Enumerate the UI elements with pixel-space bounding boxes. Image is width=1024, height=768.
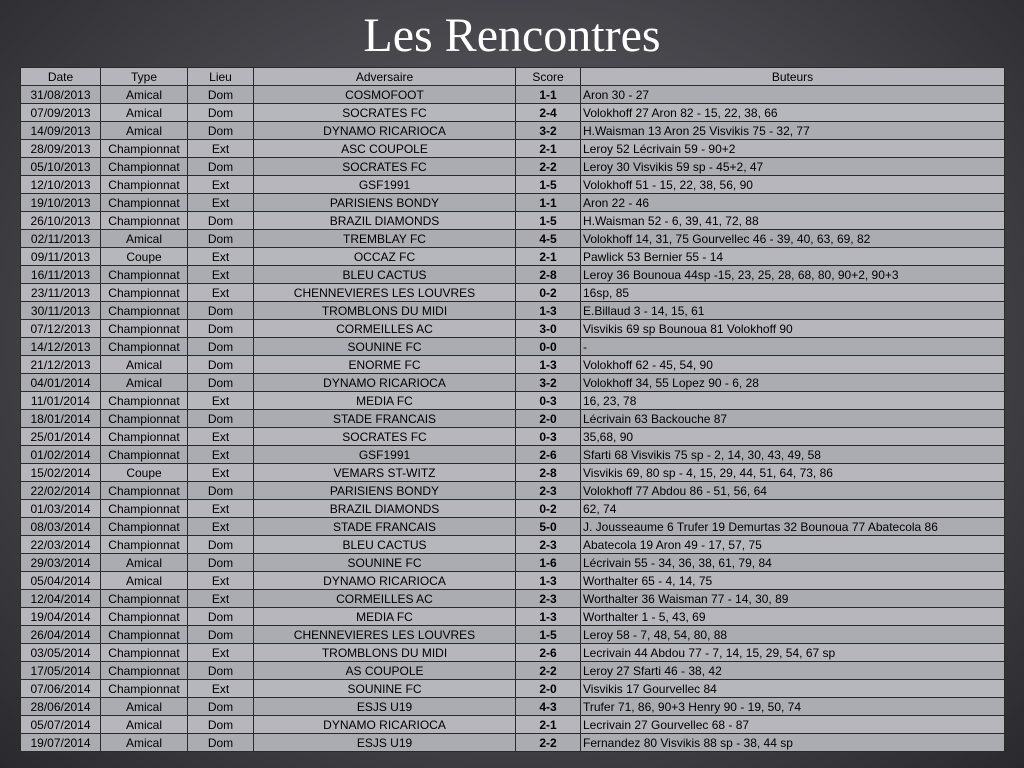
cell-lieu: Ext [188,680,254,698]
cell-type: Amical [101,554,188,572]
cell-adversaire: AS COUPOLE [254,662,516,680]
cell-type: Amical [101,716,188,734]
cell-adversaire: CORMEILLES AC [254,590,516,608]
cell-lieu: Dom [188,536,254,554]
cell-adversaire: GSF1991 [254,176,516,194]
cell-lieu: Ext [188,140,254,158]
cell-adversaire: OCCAZ FC [254,248,516,266]
cell-buteurs: Worthalter 65 - 4, 14, 75 [581,572,1005,590]
cell-date: 12/04/2014 [21,590,101,608]
table-row [21,194,1005,212]
cell-type: Amical [101,356,188,374]
cell-score: 2-8 [516,464,581,482]
cell-date: 15/02/2014 [21,464,101,482]
cell-score: 1-3 [516,608,581,626]
cell-lieu: Ext [188,644,254,662]
cell-type: Championnat [101,284,188,302]
table-row [21,662,1005,680]
cell-score: 1-3 [516,302,581,320]
cell-type: Championnat [101,338,188,356]
cell-adversaire: BRAZIL DIAMONDS [254,212,516,230]
cell-date: 22/02/2014 [21,482,101,500]
cell-lieu: Dom [188,698,254,716]
cell-type: Championnat [101,158,188,176]
cell-lieu: Ext [188,428,254,446]
cell-date: 21/12/2013 [21,356,101,374]
cell-score: 2-6 [516,644,581,662]
cell-score: 0-2 [516,500,581,518]
column-header-buteurs: Buteurs [581,68,1005,86]
cell-lieu: Dom [188,716,254,734]
table-row [21,122,1005,140]
table-row [21,140,1005,158]
cell-lieu: Ext [188,518,254,536]
cell-adversaire: GSF1991 [254,446,516,464]
cell-lieu: Dom [188,734,254,752]
cell-score: 2-2 [516,158,581,176]
cell-type: Championnat [101,500,188,518]
cell-date: 19/07/2014 [21,734,101,752]
cell-buteurs: Volokhoff 14, 31, 75 Gourvellec 46 - 39, 40, 63, 69, 82 [581,230,1005,248]
cell-lieu: Ext [188,284,254,302]
table-row [21,428,1005,446]
table-row [21,590,1005,608]
table-row [21,320,1005,338]
cell-type: Championnat [101,536,188,554]
cell-date: 16/11/2013 [21,266,101,284]
table-row [21,608,1005,626]
cell-type: Championnat [101,176,188,194]
table-row [21,266,1005,284]
cell-adversaire: SOCRATES FC [254,428,516,446]
cell-date: 08/03/2014 [21,518,101,536]
cell-type: Amical [101,230,188,248]
cell-type: Championnat [101,428,188,446]
table-row [21,734,1005,752]
cell-date: 23/11/2013 [21,284,101,302]
cell-date: 01/02/2014 [21,446,101,464]
cell-type: Championnat [101,590,188,608]
cell-date: 28/06/2014 [21,698,101,716]
cell-lieu: Ext [188,248,254,266]
cell-adversaire: ASC COUPOLE [254,140,516,158]
cell-lieu: Ext [188,500,254,518]
cell-adversaire: TROMBLONS DU MIDI [254,302,516,320]
cell-date: 31/08/2013 [21,86,101,104]
table-row [21,572,1005,590]
cell-adversaire: PARISIENS BONDY [254,482,516,500]
cell-date: 07/09/2013 [21,104,101,122]
cell-lieu: Ext [188,266,254,284]
cell-date: 26/04/2014 [21,626,101,644]
cell-type: Championnat [101,644,188,662]
cell-lieu: Dom [188,104,254,122]
cell-adversaire: SOCRATES FC [254,104,516,122]
cell-date: 07/12/2013 [21,320,101,338]
cell-date: 22/03/2014 [21,536,101,554]
cell-type: Coupe [101,248,188,266]
table-row [21,212,1005,230]
table-row [21,410,1005,428]
cell-buteurs: Pawlick 53 Bernier 55 - 14 [581,248,1005,266]
matches-table [20,67,1005,752]
cell-date: 25/01/2014 [21,428,101,446]
cell-lieu: Dom [188,482,254,500]
cell-buteurs: 16, 23, 78 [581,392,1005,410]
cell-adversaire: ENORME FC [254,356,516,374]
cell-buteurs: Volokhoff 77 Abdou 86 - 51, 56, 64 [581,482,1005,500]
cell-buteurs: Worthalter 1 - 5, 43, 69 [581,608,1005,626]
cell-score: 4-3 [516,698,581,716]
cell-adversaire: TROMBLONS DU MIDI [254,644,516,662]
table-row [21,644,1005,662]
cell-adversaire: COSMOFOOT [254,86,516,104]
cell-adversaire: SOUNINE FC [254,680,516,698]
cell-date: 30/11/2013 [21,302,101,320]
cell-type: Championnat [101,482,188,500]
table-row [21,500,1005,518]
table-row [21,716,1005,734]
cell-buteurs: Abatecola 19 Aron 49 - 17, 57, 75 [581,536,1005,554]
cell-score: 2-2 [516,662,581,680]
page-title: Les Rencontres [363,9,661,62]
cell-score: 2-8 [516,266,581,284]
cell-date: 03/05/2014 [21,644,101,662]
cell-buteurs: Volokhoff 34, 55 Lopez 90 - 6, 28 [581,374,1005,392]
cell-lieu: Ext [188,572,254,590]
cell-buteurs: Lecrivain 44 Abdou 77 - 7, 14, 15, 29, 54, 67 sp [581,644,1005,662]
cell-adversaire: SOUNINE FC [254,338,516,356]
cell-buteurs: Leroy 52 Lécrivain 59 - 90+2 [581,140,1005,158]
cell-adversaire: MEDIA FC [254,392,516,410]
table-row [21,482,1005,500]
cell-date: 09/11/2013 [21,248,101,266]
cell-date: 19/04/2014 [21,608,101,626]
cell-buteurs: Sfarti 68 Visvikis 75 sp - 2, 14, 30, 43, 49, 58 [581,446,1005,464]
cell-buteurs: Volokhoff 51 - 15, 22, 38, 56, 90 [581,176,1005,194]
table-row [21,626,1005,644]
cell-score: 2-3 [516,536,581,554]
cell-lieu: Ext [188,590,254,608]
cell-score: 3-2 [516,122,581,140]
cell-score: 2-3 [516,482,581,500]
cell-score: 0-3 [516,392,581,410]
cell-lieu: Dom [188,320,254,338]
table-row [21,302,1005,320]
cell-score: 2-1 [516,140,581,158]
cell-buteurs: Worthalter 36 Waisman 77 - 14, 30, 89 [581,590,1005,608]
cell-lieu: Ext [188,392,254,410]
cell-date: 12/10/2013 [21,176,101,194]
table-row [21,464,1005,482]
cell-buteurs: E.Billaud 3 - 14, 15, 61 [581,302,1005,320]
cell-date: 14/12/2013 [21,338,101,356]
cell-date: 17/05/2014 [21,662,101,680]
cell-adversaire: CHENNEVIERES LES LOUVRES [254,626,516,644]
cell-type: Championnat [101,212,188,230]
cell-type: Championnat [101,680,188,698]
cell-lieu: Dom [188,338,254,356]
cell-lieu: Dom [188,374,254,392]
cell-lieu: Dom [188,212,254,230]
cell-score: 1-5 [516,212,581,230]
cell-lieu: Dom [188,302,254,320]
cell-lieu: Dom [188,356,254,374]
cell-lieu: Dom [188,86,254,104]
cell-type: Championnat [101,410,188,428]
cell-lieu: Ext [188,176,254,194]
table-row [21,230,1005,248]
cell-score: 2-4 [516,104,581,122]
cell-score: 1-3 [516,356,581,374]
cell-score: 1-5 [516,176,581,194]
cell-buteurs: H.Waisman 52 - 6, 39, 41, 72, 88 [581,212,1005,230]
cell-type: Amical [101,104,188,122]
cell-date: 29/03/2014 [21,554,101,572]
cell-score: 2-6 [516,446,581,464]
cell-buteurs: Leroy 30 Visvikis 59 sp - 45+2, 47 [581,158,1005,176]
cell-buteurs: Aron 22 - 46 [581,194,1005,212]
cell-adversaire: MEDIA FC [254,608,516,626]
cell-score: 3-0 [516,320,581,338]
cell-lieu: Dom [188,626,254,644]
table-row [21,518,1005,536]
table-header-row [21,68,1005,86]
cell-date: 07/06/2014 [21,680,101,698]
cell-date: 14/09/2013 [21,122,101,140]
cell-buteurs: Trufer 71, 86, 90+3 Henry 90 - 19, 50, 74 [581,698,1005,716]
column-header-adversaire: Adversaire [254,68,516,86]
table-row [21,356,1005,374]
cell-buteurs: Leroy 36 Bounoua 44sp -15, 23, 25, 28, 68, 80, 90+2, 90+3 [581,266,1005,284]
cell-score: 2-0 [516,680,581,698]
cell-adversaire: SOUNINE FC [254,554,516,572]
cell-score: 4-5 [516,230,581,248]
cell-score: 2-1 [516,248,581,266]
cell-buteurs: Aron 30 - 27 [581,86,1005,104]
cell-score: 0-2 [516,284,581,302]
cell-type: Coupe [101,464,188,482]
cell-date: 19/10/2013 [21,194,101,212]
cell-adversaire: PARISIENS BONDY [254,194,516,212]
table-row [21,158,1005,176]
cell-date: 11/01/2014 [21,392,101,410]
cell-date: 05/04/2014 [21,572,101,590]
cell-type: Amical [101,698,188,716]
cell-buteurs: Fernandez 80 Visvikis 88 sp - 38, 44 sp [581,734,1005,752]
cell-buteurs: Leroy 27 Sfarti 46 - 38, 42 [581,662,1005,680]
cell-date: 02/11/2013 [21,230,101,248]
cell-score: 1-5 [516,626,581,644]
cell-adversaire: ESJS U19 [254,698,516,716]
cell-lieu: Dom [188,410,254,428]
cell-date: 01/03/2014 [21,500,101,518]
cell-buteurs: H.Waisman 13 Aron 25 Visvikis 75 - 32, 77 [581,122,1005,140]
cell-lieu: Dom [188,230,254,248]
cell-adversaire: CORMEILLES AC [254,320,516,338]
cell-adversaire: BLEU CACTUS [254,266,516,284]
cell-type: Championnat [101,662,188,680]
cell-score: 1-6 [516,554,581,572]
column-header-score: Score [516,68,581,86]
table-row [21,698,1005,716]
cell-type: Championnat [101,194,188,212]
table-row [21,446,1005,464]
cell-adversaire: ESJS U19 [254,734,516,752]
table-row [21,374,1005,392]
cell-adversaire: DYNAMO RICARIOCA [254,122,516,140]
cell-score: 0-0 [516,338,581,356]
table-row [21,284,1005,302]
cell-lieu: Ext [188,464,254,482]
cell-type: Amical [101,86,188,104]
cell-buteurs: Visvikis 17 Gourvellec 84 [581,680,1005,698]
cell-date: 26/10/2013 [21,212,101,230]
cell-date: 05/07/2014 [21,716,101,734]
column-header-type: Type [101,68,188,86]
column-header-date: Date [21,68,101,86]
cell-score: 2-0 [516,410,581,428]
cell-adversaire: BRAZIL DIAMONDS [254,500,516,518]
cell-date: 28/09/2013 [21,140,101,158]
cell-type: Championnat [101,320,188,338]
cell-buteurs: 35,68, 90 [581,428,1005,446]
table-row [21,338,1005,356]
table-row [21,554,1005,572]
cell-type: Championnat [101,608,188,626]
cell-date: 18/01/2014 [21,410,101,428]
cell-type: Championnat [101,140,188,158]
cell-buteurs: Visvikis 69, 80 sp - 4, 15, 29, 44, 51, 64, 73, 86 [581,464,1005,482]
cell-type: Amical [101,374,188,392]
table-row [21,536,1005,554]
cell-score: 2-2 [516,734,581,752]
cell-type: Amical [101,122,188,140]
column-header-lieu: Lieu [188,68,254,86]
cell-date: 04/01/2014 [21,374,101,392]
cell-buteurs: Volokhoff 27 Aron 82 - 15, 22, 38, 66 [581,104,1005,122]
cell-score: 2-1 [516,716,581,734]
cell-buteurs: Visvikis 69 sp Bounoua 81 Volokhoff 90 [581,320,1005,338]
cell-lieu: Dom [188,158,254,176]
table-row [21,86,1005,104]
cell-score: 3-2 [516,374,581,392]
cell-type: Championnat [101,518,188,536]
cell-score: 0-3 [516,428,581,446]
table-row [21,176,1005,194]
table-row [21,680,1005,698]
cell-type: Championnat [101,446,188,464]
cell-buteurs: Volokhoff 62 - 45, 54, 90 [581,356,1005,374]
cell-adversaire: STADE FRANCAIS [254,518,516,536]
cell-adversaire: DYNAMO RICARIOCA [254,374,516,392]
cell-buteurs: J. Jousseaume 6 Trufer 19 Demurtas 32 Bounoua 77 Abatecola 86 [581,518,1005,536]
cell-type: Championnat [101,302,188,320]
cell-buteurs: 62, 74 [581,500,1005,518]
cell-adversaire: CHENNEVIERES LES LOUVRES [254,284,516,302]
cell-lieu: Dom [188,554,254,572]
cell-date: 05/10/2013 [21,158,101,176]
cell-buteurs: Lécrivain 55 - 34, 36, 38, 61, 79, 84 [581,554,1005,572]
cell-adversaire: SOCRATES FC [254,158,516,176]
cell-type: Amical [101,734,188,752]
cell-buteurs: Leroy 58 - 7, 48, 54, 80, 88 [581,626,1005,644]
cell-lieu: Ext [188,194,254,212]
cell-score: 2-3 [516,590,581,608]
cell-buteurs: Lécrivain 63 Backouche 87 [581,410,1005,428]
cell-score: 5-0 [516,518,581,536]
cell-lieu: Dom [188,608,254,626]
cell-buteurs: 16sp, 85 [581,284,1005,302]
cell-adversaire: BLEU CACTUS [254,536,516,554]
cell-type: Championnat [101,266,188,284]
cell-lieu: Dom [188,662,254,680]
cell-adversaire: DYNAMO RICARIOCA [254,716,516,734]
cell-adversaire: DYNAMO RICARIOCA [254,572,516,590]
cell-type: Amical [101,572,188,590]
cell-buteurs: Lecrivain 27 Gourvellec 68 - 87 [581,716,1005,734]
cell-type: Championnat [101,392,188,410]
table-row [21,248,1005,266]
cell-type: Championnat [101,626,188,644]
table-row [21,392,1005,410]
cell-score: 1-3 [516,572,581,590]
cell-buteurs: - [581,338,1005,356]
table-row [21,104,1005,122]
cell-adversaire: TREMBLAY FC [254,230,516,248]
cell-adversaire: STADE FRANCAIS [254,410,516,428]
cell-score: 1-1 [516,86,581,104]
cell-adversaire: VEMARS ST-WITZ [254,464,516,482]
cell-lieu: Dom [188,122,254,140]
cell-lieu: Ext [188,446,254,464]
cell-score: 1-1 [516,194,581,212]
